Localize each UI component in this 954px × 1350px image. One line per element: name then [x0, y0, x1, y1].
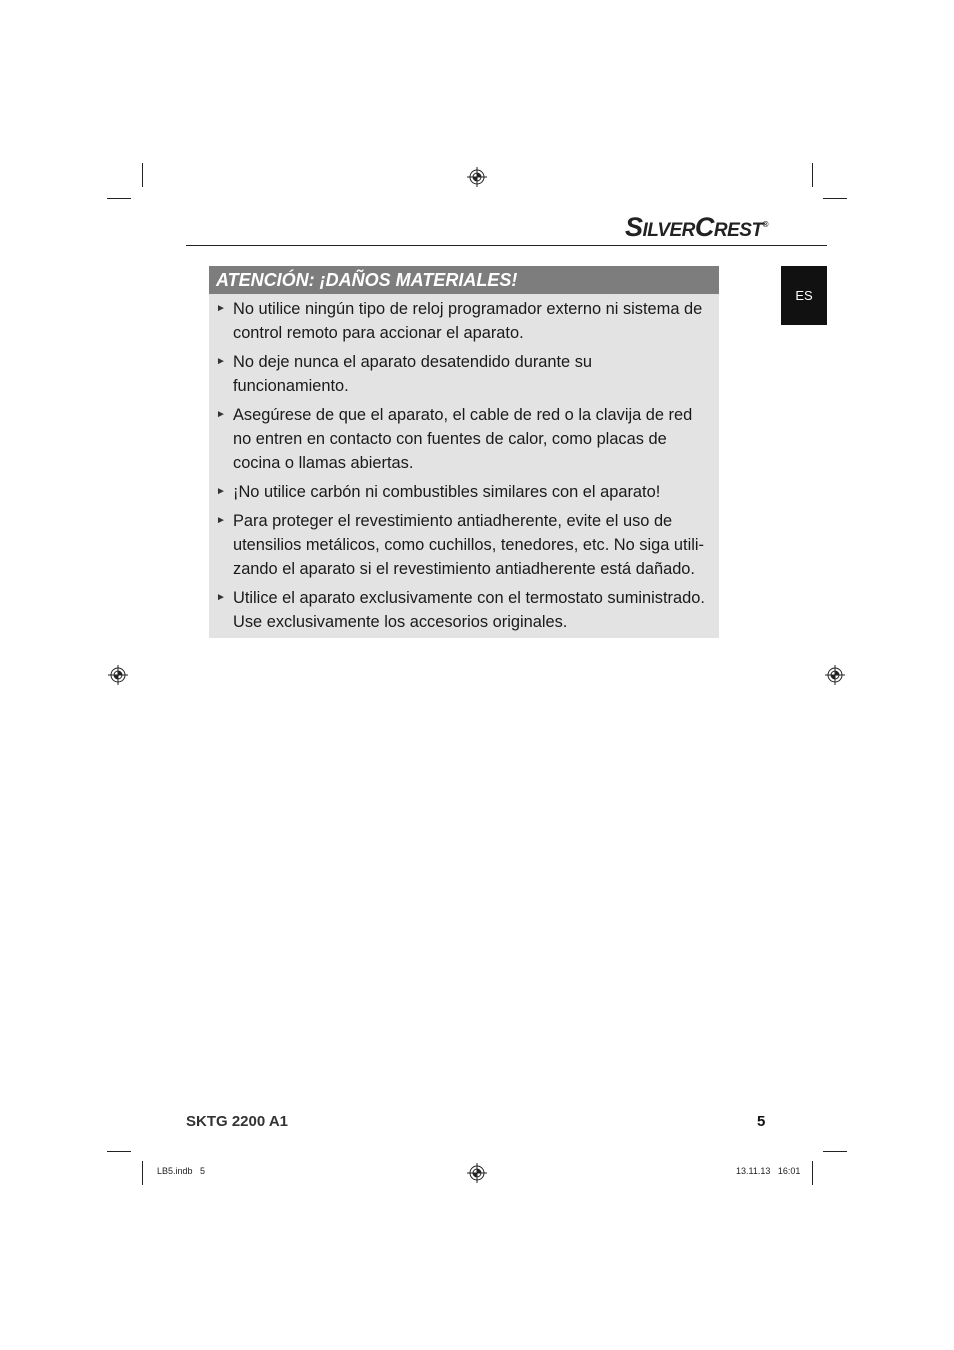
header-rule [186, 245, 827, 246]
slug-timestamp: 13.11.13 16:01 [736, 1166, 801, 1176]
brand-logo-part: S [624, 212, 643, 242]
list-item [216, 586, 711, 635]
warning-title: ATENCIÓN: ¡DAÑOS MATERIALES! [209, 266, 719, 294]
warning-box [209, 266, 719, 638]
footer-model: SKTG 2200 A1 [186, 1113, 288, 1130]
warning-list [209, 294, 719, 634]
language-tab: ES [781, 266, 827, 325]
list-item [216, 509, 711, 582]
list-item [216, 297, 711, 346]
list-item [216, 403, 711, 476]
list-item-text: No utilice ningún tipo de reloj programador externo ni sistema de control remoto para accionar el aparato. [233, 300, 703, 343]
brand-logo-part: ILVER [642, 220, 695, 241]
bullet-arrow-icon: ► [216, 485, 226, 497]
page-number: 5 [757, 1113, 766, 1130]
registration-mark-icon [467, 167, 487, 187]
list-item [216, 480, 711, 504]
slug-file: LB5.indb 5 [157, 1166, 206, 1176]
list-item-text: No deje nunca el aparato desatendido durante su funcionamiento. [233, 352, 593, 396]
crop-mark-bottom-right-horizontal [823, 1151, 847, 1152]
bullet-arrow-icon: ► [216, 355, 226, 367]
bullet-arrow-icon: ► [216, 408, 226, 420]
brand-logo-part: ® [762, 220, 768, 229]
registration-mark-icon [467, 1163, 487, 1183]
crop-mark-bottom-right-vertical [812, 1161, 813, 1185]
bullet-arrow-icon: ► [216, 303, 226, 314]
list-item [216, 350, 711, 399]
registration-mark-icon [825, 665, 845, 685]
crop-mark-bottom-left-vertical [142, 1161, 143, 1185]
brand-logo [625, 212, 768, 243]
registration-mark-icon [108, 665, 128, 685]
list-item-text: Asegúrese de que el aparato, el cable de red o la clavija de red no entren en contacto con fuentes de calor, como placas de cocina o llamas abiertas. [233, 405, 693, 473]
crop-mark-bottom-left-horizontal [107, 1151, 131, 1152]
crop-mark-top-right-vertical [812, 163, 813, 187]
list-item-text: Para proteger el revestimiento antiadherente, evite el uso de utensilios metálicos, como cuchillos, tenedores, etc. No siga utili-zando el aparato si el revestimiento antiadherente está dañado. [233, 511, 704, 579]
bullet-arrow-icon: ► [216, 591, 226, 603]
crop-mark-top-right-horizontal [823, 198, 847, 199]
brand-logo-part: REST [713, 220, 763, 241]
bullet-arrow-icon: ► [216, 514, 226, 526]
crop-mark-top-left-vertical [142, 163, 143, 187]
crop-mark-top-left-horizontal [107, 198, 131, 199]
list-item-text: Utilice el aparato exclusivamente con el termostato suministrado. Use exclusivamente los accesorios originales. [233, 588, 705, 632]
brand-logo-part: C [694, 212, 714, 242]
list-item-text: ¡No utilice carbón ni combustibles similares con el aparato! [233, 482, 661, 501]
